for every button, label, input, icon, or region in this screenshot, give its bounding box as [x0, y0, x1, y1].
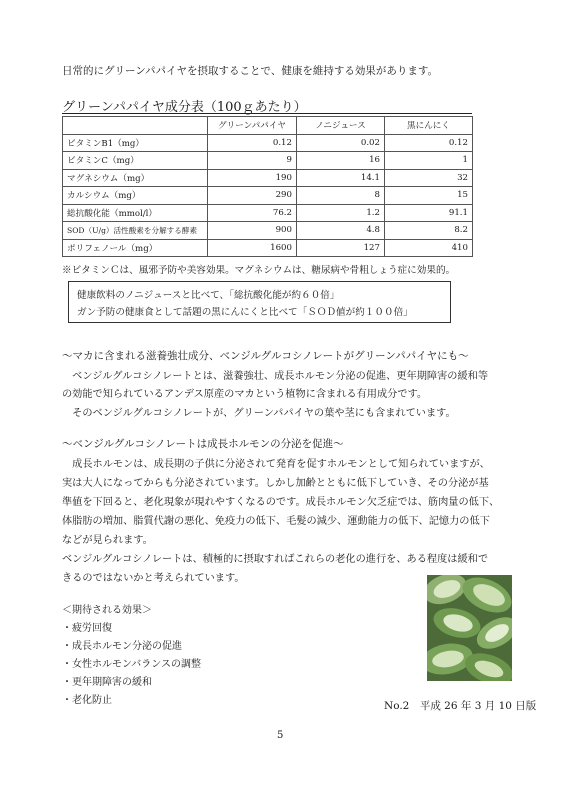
effect-item: ・更年期障害の緩和	[62, 677, 152, 688]
row-label: ビタミンC（mg）	[63, 152, 208, 170]
table-row	[63, 152, 473, 170]
row-label: カルシウム（mg）	[63, 187, 208, 205]
table-cell: 14.1	[297, 169, 385, 187]
page-number: 5	[277, 730, 284, 741]
row-label: ポリフェノール（mg）	[63, 239, 208, 257]
table-cell: 15	[385, 187, 473, 205]
effect-item: ・疲労回復	[62, 623, 112, 634]
effect-item: ・老化防止	[62, 695, 112, 706]
effect-item: ・女性ホルモンバランスの調整	[62, 659, 201, 670]
table-row	[63, 239, 473, 257]
table-cell: 0.12	[385, 134, 473, 152]
table-row	[63, 169, 473, 187]
paragraph-line: ベンジルグルコシノレートは、積極的に摂取すればこれらの老化の進行を、ある程度は緩和で	[62, 554, 489, 565]
comparison-line: ガン予防の健康食として話題の黒にんにくと比べて「ＳＯＤ値が約１００倍」	[77, 307, 413, 318]
table-cell: 32	[385, 169, 473, 187]
table-cell: 4.8	[297, 222, 385, 240]
table-cell: 91.1	[385, 204, 473, 222]
paragraph-line: などが見られます。	[62, 535, 153, 546]
paragraph-line: 実は大人になってからも分泌されています。しかし加齢とともに低下していき、その分泌が基	[62, 478, 489, 489]
comparison-line: 健康飲料のノニジュースと比べて、「総抗酸化能が約６０倍」	[77, 290, 340, 301]
paragraph-line: の効能で知られているアンデス原産のマカという植物に含まれる有用成分です。	[62, 389, 428, 400]
row-label: マグネシウム（mg）	[63, 169, 208, 187]
title-underline	[62, 113, 472, 114]
table-title: グリーンパパイヤ成分表（100ｇあたり）	[62, 100, 307, 115]
row-label: SOD（U/g）活性酸素を分解する酵素	[63, 222, 208, 240]
section-heading: ～ベンジルグルコシノレートは成長ホルモンの分泌を促進～	[62, 438, 344, 450]
paragraph-line: ベンジルグルコシノレートとは、滋養強壮、成長ホルモン分泌の促進、更年期障害の緩和等	[62, 371, 489, 382]
intro-text: 日常的にグリーンパパイヤを摂取することで、健康を維持する効果があります。	[62, 65, 439, 77]
table-row	[63, 134, 473, 152]
column-header: グリーンパパイヤ	[208, 117, 297, 135]
table-row	[63, 187, 473, 205]
table-cell: 900	[208, 222, 297, 240]
nutrition-table	[62, 116, 473, 257]
column-header: 黒にんにく	[385, 117, 473, 135]
table-cell: 0.12	[208, 134, 297, 152]
paragraph-line: そのベンジルグルコシノレートが、グリーンパパイヤの葉や茎にも含まれています。	[62, 408, 456, 419]
table-cell: 410	[385, 239, 473, 257]
comparison-box	[68, 281, 451, 323]
row-label: ビタミンB1（mg）	[63, 134, 208, 152]
table-header-row	[63, 117, 473, 135]
table-cell: 9	[208, 152, 297, 170]
paragraph-line: 準値を下回ると、老化現象が現れやすくなるのです。成長ホルモン欠乏症では、筋肉量の低下、	[62, 497, 500, 508]
table-cell: 8.2	[385, 222, 473, 240]
table-row	[63, 222, 473, 240]
version-label: No.2 平成 26 年 3 月 10 日版	[384, 700, 537, 712]
table-cell: 76.2	[208, 204, 297, 222]
table-cell: 8	[297, 187, 385, 205]
effect-item: ・成長ホルモン分泌の促進	[62, 641, 182, 652]
table-cell: 1600	[208, 239, 297, 257]
column-header: ノニジュース	[297, 117, 385, 135]
effects-heading: ＜期待される効果＞	[62, 605, 152, 616]
table-cell: 290	[208, 187, 297, 205]
paragraph-line: 成長ホルモンは、成長期の子供に分泌されて発育を促すホルモンとして知られていますが、	[62, 459, 490, 470]
row-label: 総抗酸化能（mmol/l）	[63, 204, 208, 222]
section-heading: ～マカに含まれる滋養強壮成分、ベンジルグルコシノレートがグリーンパパイヤにも～	[62, 350, 469, 362]
paragraph-line: きるのではないかと考えられています。	[62, 573, 245, 584]
table-row	[63, 204, 473, 222]
table-cell: 127	[297, 239, 385, 257]
table-cell: 190	[208, 169, 297, 187]
paragraph-line: 体脂肪の増加、脂質代謝の悪化、免疫力の低下、毛髪の減少、運動能力の低下、記憶力の低下	[62, 516, 490, 527]
table-footnote: ※ビタミンＣは、風邪予防や美容効果。マグネシウムは、糖尿病や骨粗しょう症に効果的。	[62, 265, 456, 276]
table-cell: 0.02	[297, 134, 385, 152]
green-papaya-photo	[427, 575, 512, 681]
column-header	[63, 117, 208, 135]
table-cell: 1.2	[297, 204, 385, 222]
table-cell: 16	[297, 152, 385, 170]
table-cell: 1	[385, 152, 473, 170]
